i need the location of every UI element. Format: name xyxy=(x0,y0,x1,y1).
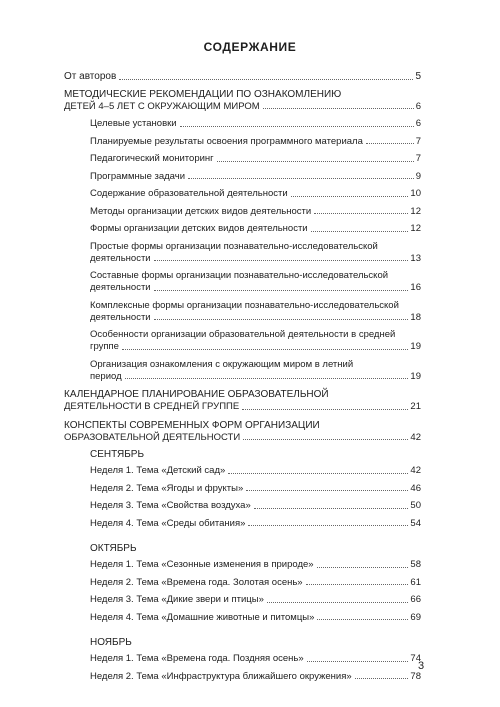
month-heading: НОЯБРЬ xyxy=(90,637,132,648)
dot-leader xyxy=(307,661,409,662)
dot-leader xyxy=(317,567,409,568)
toc-entry-page: 10 xyxy=(410,188,421,199)
toc-entry-label: Неделя 1. Тема «Сезонные изменения в природе» xyxy=(90,559,314,570)
toc-entry-page: 13 xyxy=(410,252,421,264)
toc-entry xyxy=(90,153,421,165)
toc-entry-page: 78 xyxy=(410,670,421,682)
dot-leader xyxy=(314,213,408,214)
dot-leader xyxy=(217,161,414,162)
toc-entry xyxy=(90,653,421,665)
dot-leader xyxy=(306,584,409,585)
toc-entry-label: Неделя 2. Тема «Ягоды и фрукты» xyxy=(90,482,244,494)
dot-leader xyxy=(291,196,409,197)
toc-entry xyxy=(90,206,421,218)
dot-leader xyxy=(125,378,409,379)
toc-entry-label-line1: Составные формы организации познавательно-исследовательской xyxy=(90,270,389,281)
toc-entry-label-line1: КАЛЕНДАРНОЕ ПЛАНИРОВАНИЕ ОБРАЗОВАТЕЛЬНОЙ xyxy=(64,389,329,400)
toc-entry-page: 6 xyxy=(415,118,421,129)
toc-entry-label: От авторов xyxy=(64,71,117,82)
month-heading: ОКТЯБРЬ xyxy=(90,543,137,554)
dot-leader xyxy=(119,79,413,80)
toc-entry-page: 12 xyxy=(410,205,421,217)
toc-entry-page: 66 xyxy=(410,594,421,605)
toc-entry-page: 46 xyxy=(410,482,421,494)
toc-entry xyxy=(90,594,421,606)
toc-entry xyxy=(90,188,421,200)
toc-entry-label: Неделя 2. Тема «Времена года. Золотая осень» xyxy=(90,576,303,588)
toc-entry-label-line1: Простые формы организации познавательно-исследовательской xyxy=(90,240,378,252)
toc-entry-page: 19 xyxy=(410,370,421,382)
toc-entry-page: 16 xyxy=(410,282,421,293)
toc-entry-label: Неделя 4. Тема «Домашние животные и питомцы» xyxy=(90,611,315,623)
toc-entry-label-line1: Особенности организации образовательной деятельности в средней xyxy=(90,329,396,340)
toc-entry-label: деятельности xyxy=(90,252,151,264)
toc-entry-label: Методы организации детских видов деятельности xyxy=(90,205,312,217)
toc-entry-label: Неделя 3. Тема «Свойства воздуха» xyxy=(90,500,251,511)
toc-entry-page: 7 xyxy=(415,153,421,164)
toc-entry-page: 42 xyxy=(410,465,421,476)
toc-entry xyxy=(90,500,421,512)
dot-leader xyxy=(355,678,409,679)
toc-entry-label: Педагогический мониторинг xyxy=(90,153,214,164)
toc-entry xyxy=(90,171,421,183)
toc-entry-label-line1: Организация ознакомления с окружающим миром в летний xyxy=(90,358,354,370)
toc-entry xyxy=(90,300,421,324)
toc-entry xyxy=(90,483,421,495)
dot-leader xyxy=(122,349,408,350)
toc-entry xyxy=(64,420,421,444)
toc-entry xyxy=(64,389,421,413)
toc-entry-label-line1: МЕТОДИЧЕСКИЕ РЕКОМЕНДАЦИИ ПО ОЗНАКОМЛЕНИЮ xyxy=(64,88,342,100)
toc-entry-page: 18 xyxy=(410,311,421,323)
toc-entry-page: 69 xyxy=(410,611,421,623)
dot-leader xyxy=(366,143,414,144)
toc-entry-label: ДЕЯТЕЛЬНОСТИ В СРЕДНЕЙ ГРУППЕ xyxy=(64,401,240,412)
dot-leader xyxy=(267,602,409,603)
toc-entry-label: Формы организации детских видов деятельности xyxy=(90,223,308,234)
dot-leader xyxy=(243,439,408,440)
toc-entry-label: ДЕТЕЙ 4–5 ЛЕТ С ОКРУЖАЮЩИМ МИРОМ xyxy=(64,100,260,112)
dot-leader xyxy=(180,126,414,127)
toc-entry-page: 6 xyxy=(415,100,421,112)
toc-entry-label: период xyxy=(90,370,122,382)
toc-entry-page: 74 xyxy=(410,653,421,664)
dot-leader xyxy=(242,409,408,410)
toc-entry xyxy=(64,71,421,83)
toc-entry-page: 42 xyxy=(410,431,421,443)
toc-entry-label: Программные задачи xyxy=(90,170,185,182)
toc-entry xyxy=(90,465,421,477)
toc-entry-page: 21 xyxy=(410,401,421,412)
toc-entry-label: Содержание образовательной деятельности xyxy=(90,188,288,199)
toc-entry-page: 19 xyxy=(410,341,421,352)
toc-entry xyxy=(90,577,421,589)
dot-leader xyxy=(228,473,408,474)
toc-entry xyxy=(64,89,421,113)
toc-entry xyxy=(90,136,421,148)
toc-entry-label: Неделя 4. Тема «Среды обитания» xyxy=(90,517,246,529)
page-number: 3 xyxy=(418,660,425,672)
dot-leader xyxy=(263,108,414,109)
page-title: СОДЕРЖАНИЕ xyxy=(203,40,297,54)
toc-entry xyxy=(90,241,421,265)
toc-entry-page: 7 xyxy=(415,135,421,147)
dot-leader xyxy=(311,231,409,232)
toc-entry-label: Планируемые результаты освоения программного материала xyxy=(90,135,363,147)
toc-entry-label: группе xyxy=(90,341,119,352)
toc-entry-label: ОБРАЗОВАТЕЛЬНОЙ ДЕЯТЕЛЬНОСТИ xyxy=(64,431,241,443)
dot-leader xyxy=(188,178,414,179)
toc-entry-label: деятельности xyxy=(90,311,151,323)
dot-leader xyxy=(154,260,409,261)
dot-leader xyxy=(154,290,409,291)
toc-entry-label: Неделя 1. Тема «Детский сад» xyxy=(90,465,226,476)
toc-entry-label: Неделя 1. Тема «Времена года. Поздняя осень» xyxy=(90,653,304,664)
toc-entry-label: Целевые установки xyxy=(90,118,177,129)
dot-leader xyxy=(154,319,409,320)
dot-leader xyxy=(248,525,408,526)
toc-entry-label-line1: Комплексные формы организации познавательно-исследовательской xyxy=(90,299,399,311)
toc-entry-label: Неделя 3. Тема «Дикие звери и птицы» xyxy=(90,594,264,605)
toc-entry xyxy=(90,270,421,294)
toc-entry-label: деятельности xyxy=(90,282,151,293)
toc-entry xyxy=(90,359,421,383)
toc-entry xyxy=(90,329,421,353)
toc-entry-page: 54 xyxy=(410,517,421,529)
table-of-contents xyxy=(64,71,421,682)
dot-leader xyxy=(246,490,408,491)
toc-entry xyxy=(90,518,421,530)
toc-entry-page: 9 xyxy=(415,170,421,182)
toc-entry-label-line1: КОНСПЕКТЫ СОВРЕМЕННЫХ ФОРМ ОРГАНИЗАЦИИ xyxy=(64,419,320,431)
dot-leader xyxy=(254,508,409,509)
toc-entry-page: 5 xyxy=(415,71,421,82)
toc-entry xyxy=(90,671,421,683)
toc-entry-page: 50 xyxy=(410,500,421,511)
toc-entry-page: 61 xyxy=(410,576,421,588)
toc-entry xyxy=(90,118,421,130)
toc-entry-page: 58 xyxy=(410,559,421,570)
toc-entry xyxy=(90,223,421,235)
toc-entry xyxy=(90,559,421,571)
toc-entry xyxy=(90,612,421,624)
toc-entry-page: 12 xyxy=(410,223,421,234)
month-heading: СЕНТЯБРЬ xyxy=(90,449,145,460)
dot-leader xyxy=(317,619,408,620)
toc-entry-label: Неделя 2. Тема «Инфраструктура ближайшего окружения» xyxy=(90,670,352,682)
